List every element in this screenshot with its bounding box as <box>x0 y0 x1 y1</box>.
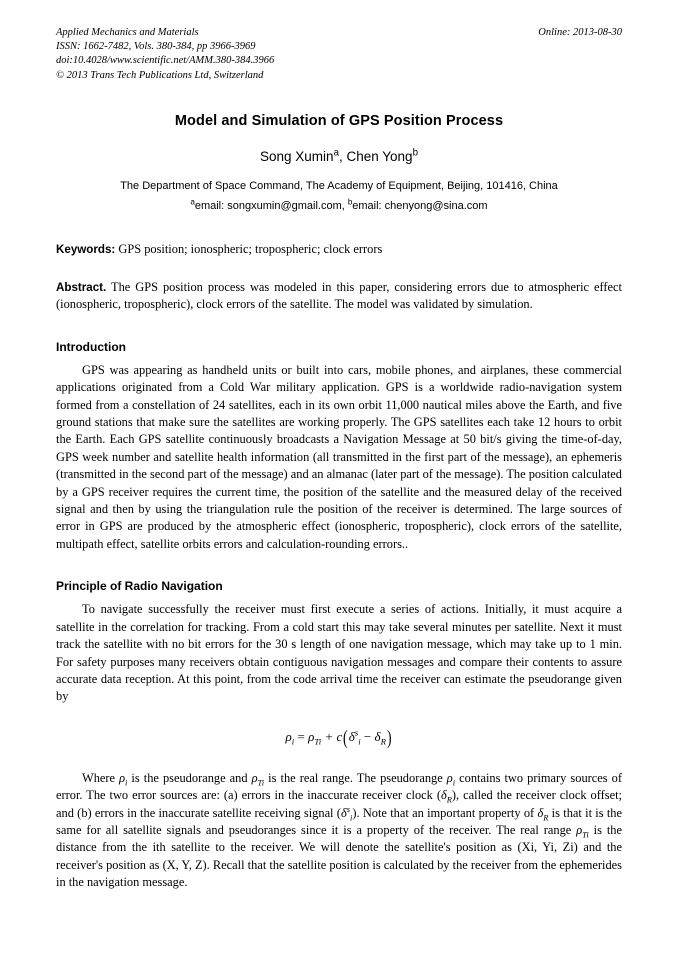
cp-rho-4: ρ <box>576 822 583 837</box>
online-date: Online: 2013-08-30 <box>538 27 622 38</box>
issn-line: ISSN: 1662-7482, Vols. 380-384, pp 3966-3969 <box>56 41 256 53</box>
email-line <box>56 197 622 212</box>
cp-rho-3: ρ <box>446 770 453 785</box>
cp-text-6: ). Note that an important property of <box>352 805 538 820</box>
section-heading-principle: Principle of Radio Navigation <box>56 579 223 594</box>
eq-delta-sub-i: i <box>358 736 361 747</box>
email-a: email: songxumin@gmail.com, <box>194 199 348 212</box>
email-b: email: chenyong@sina.com <box>352 199 488 212</box>
page-title: Model and Simulation of GPS Position Process <box>174 112 504 129</box>
introduction-paragraph: GPS was appearing as handheld units or built into cars, mobile phones, and airplanes, these commercial applications originated from a Cold War military application. GPS is a worldwide radio-navigation system formed from a constellation of 24 satellites, each in its own orbit 11,000 nautical miles above the Earth, and five ground stations that make sure the satellites are working properly. The GPS satellites each take 12 hours to orbit the Earth. Each GPS satellite continuously broadcasts a Navigation Message at 50 bit/s giving the time-of-day, GPS week number and satellite health information (all transmitted in the first part of the message), an ephemeris (transmitted in the second part of the message) and an almanac (later part of the message). The position calculated by a GPS receiver requires the current time, the position of the satellite and the measured delay of the received signal and then by using the triangulation rule the position of the receiver is determined. The large sources of error in GPS are produced by the atmospheric effect (ionospheric, tropospheric), clock errors of the satellite, multipath effect, satellite orbits errors and calculation-rounding errors.. <box>56 362 622 551</box>
cp-rho-3-sub: i <box>452 777 456 788</box>
eq-delta-sup-s: s <box>354 727 359 738</box>
eq-rho-T-sub: Ti <box>314 736 322 747</box>
cp-delta-1: δ <box>441 788 447 803</box>
abstract-text: The GPS position process was modeled in this paper, considering errors due to atmospheric effect (ionospheric, tropospheric), clock errors of the satellite. The model was validated by simulation. <box>56 279 622 312</box>
cp-delta-2-sup: s <box>346 803 350 814</box>
eq-delta-R-sub: R <box>380 736 386 747</box>
author-list <box>56 149 622 164</box>
cp-rho-4-sub: Ti <box>582 829 589 840</box>
cp-rho-1-sub: i <box>125 777 128 788</box>
cp-text-4: contains two primary sources of error. The two error sources are: (a) errors in the inaccurate receiver clock ( <box>56 770 622 803</box>
keywords-text: GPS position; ionospheric; tropospheric; clock errors <box>115 241 383 256</box>
cp-rho-1: ρ <box>119 770 126 785</box>
cp-text-5: ), called the receiver clock offset; and (b) errors in the inaccurate satellite receiving signal ( <box>56 788 622 820</box>
eq-plus-c: + c <box>321 728 343 744</box>
cp-rho-2-sub: Ti <box>257 777 265 788</box>
doi-line: doi:10.4028/www.scientific.net/AMM.380-384.3966 <box>56 55 275 67</box>
eq-delta-i: δ <box>348 728 355 744</box>
keywords-block <box>56 242 622 257</box>
journal-name: Applied Mechanics and Materials <box>56 27 199 38</box>
email-a-marker: a <box>190 197 195 207</box>
author-2-affil-marker: b <box>412 147 418 159</box>
author-separator: , <box>338 148 347 164</box>
section-heading-introduction: Introduction <box>56 339 126 354</box>
copyright-line: © 2013 Trans Tech Publications Ltd, Switzerland <box>56 69 264 81</box>
eq-minus: − <box>360 728 375 744</box>
abstract-label: Abstract. <box>56 280 107 294</box>
principle-paragraph: To navigate successfully the receiver must first execute a series of actions. Initially, it must acquire a satellite in the correlation for tracking. From a cold start this may take several minutes per satellite. Next it must track the satellite with no bit errors for the 30 s length of one navigation message, which may take up to 1 min. For safety purposes many receivers obtain contiguous navigation messages and compare their contents to assure accurate data reception. At this point, from the code arrival time the receiver can estimate the pseudorange given by <box>56 602 622 704</box>
abstract-block <box>56 279 622 314</box>
cp-delta-1-sub: R <box>446 794 452 805</box>
eq-paren-close: ) <box>386 727 392 749</box>
cp-rho-2: ρ <box>251 770 258 785</box>
author-1-name: Song Xumin <box>260 148 334 164</box>
cp-text-3: is the real range. The pseudorange <box>264 770 447 785</box>
equation-pseudorange <box>56 728 622 750</box>
author-2-name: Chen Yong <box>346 148 413 164</box>
eq-equals: = <box>294 728 309 744</box>
author-1-affil-marker: a <box>333 147 339 159</box>
eq-paren-open: ( <box>343 727 348 749</box>
cp-delta-2: δ <box>340 805 347 820</box>
email-b-marker: b <box>347 197 353 207</box>
eq-rho-T: ρ <box>308 728 315 744</box>
page-header <box>56 26 622 83</box>
keywords-label: Keywords: <box>56 242 116 256</box>
cp-delta-2-sub: i <box>349 812 353 822</box>
cp-text-7: is that it is the same for all satellite signals and pseudoranges since it is a property of the receiver. The real range <box>56 805 623 837</box>
pseudorange-explanation-paragraph <box>56 770 622 892</box>
cp-delta-3-sub: R <box>543 812 549 822</box>
cp-text-1: Where <box>82 770 120 785</box>
cp-text-2: is the pseudorange and <box>127 770 252 785</box>
header-left-block <box>56 26 274 83</box>
affiliation: The Department of Space Command, The Academy of Equipment, Beijing, 101416, China <box>120 179 558 192</box>
eq-delta-R: δ <box>374 728 381 744</box>
eq-rho-i: ρ <box>285 728 292 744</box>
cp-delta-3: δ <box>537 805 544 820</box>
cp-text-8: is the distance from the ith satellite to the receiver. We will denote the satellite's position as (Xi, Yi, Zi) and the receiver's position as (X, Y, Z). Recall that the satellite position is calculated by the receiver from the ephemerides in the navigation message. <box>56 822 622 890</box>
eq-rho-i-sub: i <box>291 736 295 747</box>
